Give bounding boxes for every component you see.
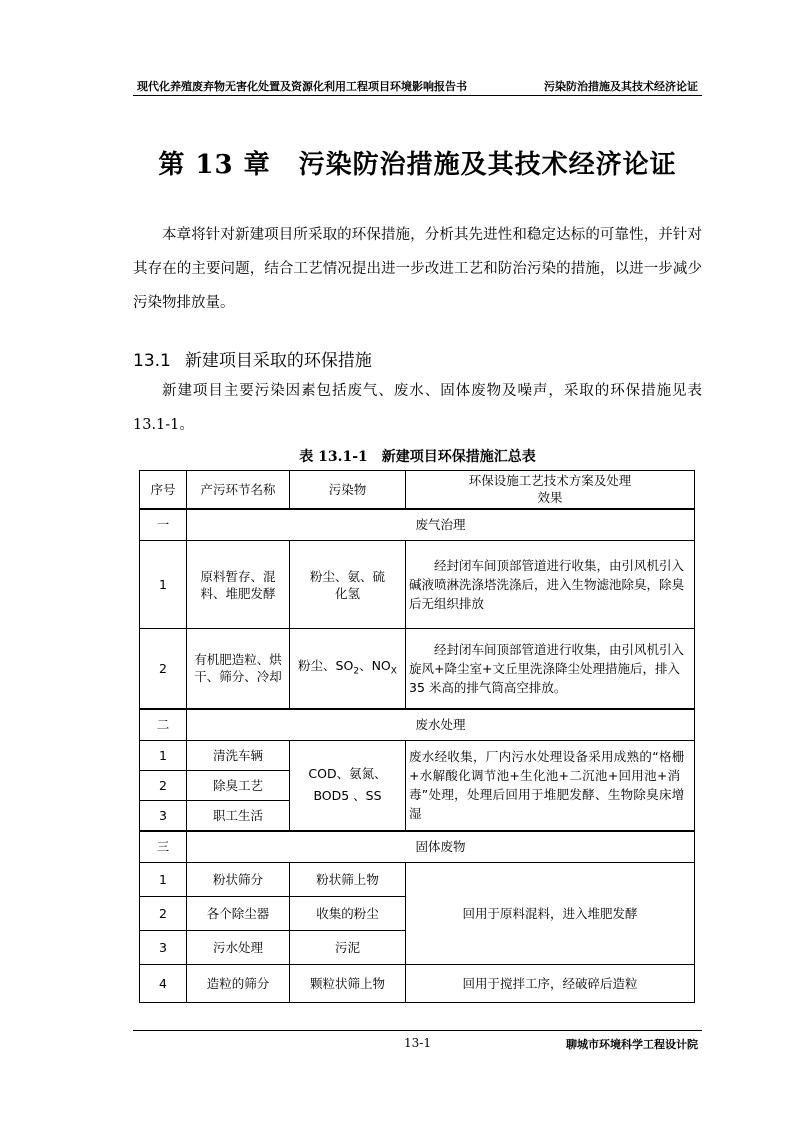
page-number: 13-1 (404, 1036, 431, 1050)
footer-rule (133, 1030, 702, 1031)
solid-measure: 回用于原料混料，进入堆肥发酵 (406, 863, 695, 965)
row-pollutant: 粉状筛上物 (290, 863, 406, 897)
water-pollutant: COD、氨氮、BOD5 、SS (290, 741, 406, 831)
pollutant-text: 粉尘、SO (298, 657, 354, 673)
row-seq: 2 (140, 897, 187, 931)
header-pollutant: 污染物 (290, 471, 406, 509)
row-link: 除臭工艺 (187, 771, 290, 801)
row-seq: 4 (140, 965, 187, 1003)
header-rule (133, 95, 702, 96)
group-seq: 一 (140, 509, 187, 541)
environmental-measures-table (139, 470, 695, 1003)
table-header-row (140, 471, 695, 509)
pollutant-text: 、NO (359, 657, 391, 673)
group-title: 废气治理 (187, 509, 695, 541)
header-seq: 序号 (140, 471, 187, 509)
table-row (140, 863, 695, 897)
group-title: 废水处理 (187, 709, 695, 741)
row-link: 造粒的筛分 (187, 965, 290, 1003)
row-seq: 1 (140, 863, 187, 897)
section-heading (133, 346, 372, 371)
table-row (140, 541, 695, 629)
group-row-solid (140, 831, 695, 863)
section-number: 13.1 (133, 351, 171, 371)
row-measure: 经封闭车间顶部管道进行收集，由引风机引入旋风+降尘室+文丘里洗涤降尘处理措施后，排入 35 米高的排气筒高空排放。 (406, 629, 695, 709)
group-seq: 二 (140, 709, 187, 741)
chapter-number: 第 13 章 (158, 150, 271, 180)
chapter-name: 污染防治措施及其技术经济论证 (298, 150, 677, 180)
row-pollutant: 收集的粉尘 (290, 897, 406, 931)
row-seq: 3 (140, 931, 187, 965)
header-report-title: 现代化养殖废弃物无害化处置及资源化利用工程项目环境影响报告书 (137, 80, 467, 93)
table-row (140, 741, 695, 771)
section-title: 新建项目采取的环保措施 (184, 351, 372, 371)
table-row (140, 965, 695, 1003)
header-link: 产污环节名称 (187, 471, 290, 509)
row-seq: 2 (140, 771, 187, 801)
row-measure: 经封闭车间顶部管道进行收集，由引风机引入碱液喷淋洗涤塔洗涤后，进入生物滤池除臭，除臭后无组织排放 (406, 541, 695, 629)
row-pollutant: 颗粒状筛上物 (290, 965, 406, 1003)
row-link: 粉状筛分 (187, 863, 290, 897)
row-link: 清洗车辆 (187, 741, 290, 771)
group-row-gas (140, 509, 695, 541)
header-chapter-title: 污染防治措施及其技术经济论证 (544, 80, 698, 93)
footer-organization: 聊城市环境科学工程设计院 (566, 1038, 698, 1051)
page-footer (133, 1036, 702, 1052)
row-pollutant: 污泥 (290, 931, 406, 965)
water-measure: 废水经收集，厂内污水处理设备采用成熟的“格栅+水解酸化调节池+生化池+二沉池+回用池+消毒”处理，处理后回用于堆肥发酵、生物除臭床增湿 (406, 741, 695, 831)
chapter-title (133, 144, 702, 181)
row-link: 污水处理 (187, 931, 290, 965)
row-seq: 1 (140, 741, 187, 771)
table-row (140, 629, 695, 709)
group-seq: 三 (140, 831, 187, 863)
row-measure: 回用于搅拌工序，经破碎后造粒 (406, 965, 695, 1003)
row-seq: 1 (140, 541, 187, 629)
group-title: 固体废物 (187, 831, 695, 863)
page-header (133, 76, 702, 94)
pollutant-subscript: X (390, 666, 397, 676)
row-link: 职工生活 (187, 801, 290, 831)
row-pollutant (290, 629, 406, 709)
pollutant-subscript: 2 (353, 666, 360, 676)
section-paragraph: 新建项目主要污染因素包括废气、废水、固体废物及噪声，采取的环保措施见表 13.1-1。 (133, 383, 702, 433)
row-seq: 2 (140, 629, 187, 709)
row-link: 原料暂存、混料、堆肥发酵 (187, 541, 290, 629)
table-caption: 表 13.1-1 新建项目环保措施汇总表 (299, 449, 536, 465)
row-pollutant: 粉尘、氨、硫化氢 (290, 541, 406, 629)
intro-paragraph: 本章将针对新建项目所采取的环保措施，分析其先进性和稳定达标的可靠性，并针对其存在的主要问题，结合工艺情况提出进一步改进工艺和防治污染的措施，以进一步减少污染物排放量。 (133, 227, 702, 311)
group-row-water (140, 709, 695, 741)
row-seq: 3 (140, 801, 187, 831)
row-link: 有机肥造粒、烘干、筛分、冷却 (187, 629, 290, 709)
row-link: 各个除尘器 (187, 897, 290, 931)
header-measure: 环保设施工艺技术方案及处理效果 (406, 471, 695, 509)
